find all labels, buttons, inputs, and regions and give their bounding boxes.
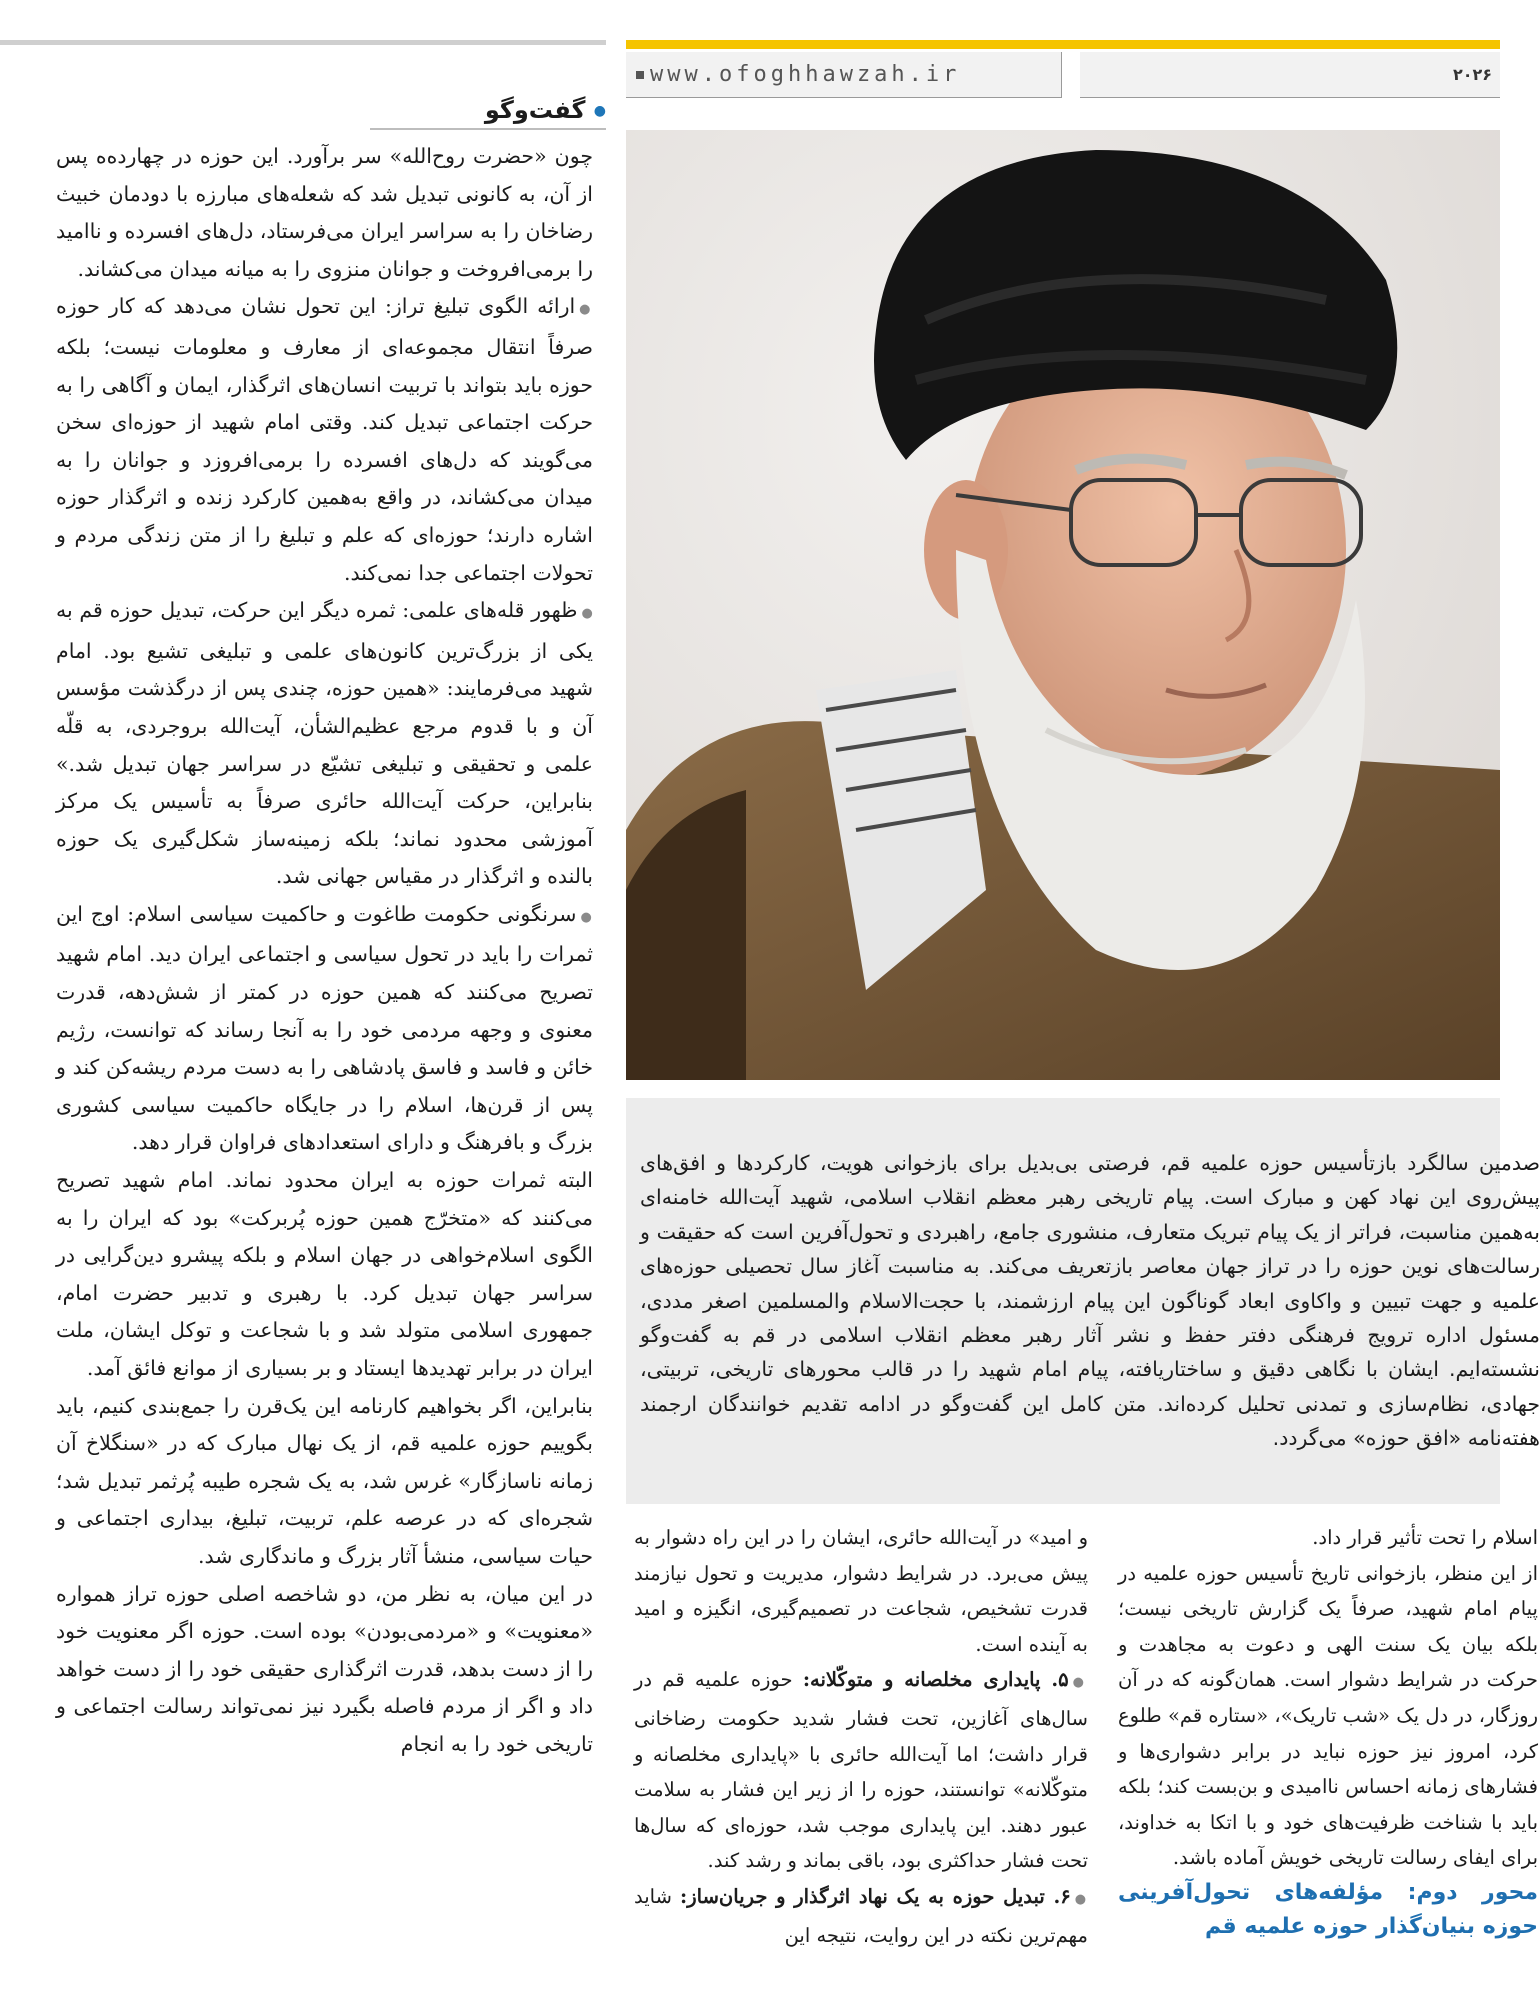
left-paragraph-5: البته ثمرات حوزه به ایران محدود نماند. امام شهید تصریح می‌کنند که «متخرّج همین حوزه پُربرکت» بود که ایران را به الگوی اسلام‌خواهی در جهان اسلام و بلکه پیشرو دین‌گرایی در سراسر جهان تبدیل کرد. با رهبری و تدبیر حضرت امام، جمهوری اسلامی متولد شد و با شجاعت و توکل ایشان، ملت ایران در برابر تهدیدها ایستاد و بر بسیاری از موانع فائق آمد.: [56, 1168, 593, 1380]
left-article-column: [56, 138, 593, 2016]
right-paragraph-1: اسلام را تحت تأثیر قرار داد.: [1312, 1526, 1538, 1549]
section-bullet-icon: ●: [593, 103, 606, 119]
bullet-icon: ●: [1074, 1891, 1088, 1907]
top-rule-right: [626, 40, 1500, 49]
section-header: [370, 92, 606, 130]
middle-paragraph-2-heading: ۵. پایداری مخلصانه و متوکّلانه:: [802, 1668, 1069, 1692]
left-paragraph-4: سرنگونی حکومت طاغوت و حاکمیت سیاسی اسلام: اوج این ثمرات را باید در تحول سیاسی و اجتماعی ایران دید. امام شهید تصریح می‌کنند که همین حوزه در کمتر از شش‌دهه، قدرت معنوی و وجهه مردمی خود را به آنجا رساند که توانست، رژیم خائن و فاسد و فاسق پادشاهی را به دست مردم ریشه‌کن کند و پس از قرن‌ها، اسلام را در جایگاه حاکمیت سیاسی کشوری بزرگ و بافرهنگ و دارای استعدادهای فراوان قرار دهد.: [56, 901, 593, 1155]
left-paragraph-1: چون «حضرت روح‌الله» سر برآورد. این حوزه در چهارده‌ه پس از آن، به کانونی تبدیل شد که شعله‌های مبارزه با دودمان خبیث رضاخان را به سراسر ایران می‌فرستاد، دل‌های افسرده و ناامید را برمی‌افروخت و جوانان منزوی را به میانه میدان می‌کشاند.: [56, 144, 593, 281]
right-paragraph-2: از این منظر، بازخوانی تاریخ تأسیس حوزه علمیه در پیام امام شهید، صرفاً یک گزارش تاریخی نیست؛ بلکه بیان یک سنت الهی و دعوت به مجاهدت و حرکت در شرایط دشوار است. همان‌گونه که در آن روزگار، در دل یک «شب تاریک»، «ستاره قم» طلوع کرد، امروز نیز حوزه نباید در برابر دشواری‌ها و فشارهای زمانه احساس ناامیدی و بن‌بست کند؛ بلکه باید با شناخت ظرفیت‌های خود و با اتکا به خداوند، برای ایفای رسالت تاریخی خویش آماده باشد.: [1118, 1561, 1538, 1870]
bullet-icon: ●: [579, 302, 593, 318]
site-url-box[interactable]: [626, 52, 1062, 98]
top-rule-left: [0, 40, 606, 45]
section-title: گفت‌وگو: [484, 96, 586, 124]
right-article-column: [1118, 1520, 1538, 2016]
middle-article-column: [634, 1520, 1088, 2016]
page-number-bar: [1080, 52, 1500, 98]
bullet-icon: ●: [1072, 1675, 1088, 1691]
left-paragraph-6: بنابراین، اگر بخواهیم کارنامه این یک‌قرن را جمع‌بندی کنیم، باید بگوییم حوزه علمیه قم، از یک نهال مبارک که در «سنگلاخ آن زمانه ناسازگار» غرس شد، به یک شجره طیبه پُرثمر تبدیل شد؛ شجره‌ای که در عرصه علم، تربیت، تبلیغ، بیداری اجتماعی و حیات سیاسی، منشأ آثار بزرگ و ماندگاری شد.: [56, 1393, 593, 1568]
square-bullet-icon: [636, 71, 644, 79]
left-paragraph-7: در این میان، به نظر من، دو شاخصه اصلی حوزه تراز همواره «معنویت» و «مردمی‌بودن» بوده است. حوزه اگر معنویت خود را از دست بدهد، قدرت اثرگذاری حقیقی خود را از دست خواهد داد و اگر از مردم فاصله بگیرد نیز نمی‌تواند رسالت اجتماعی و تاریخی خود را به انجام: [56, 1581, 593, 1756]
middle-paragraph-2: حوزه علمیه قم در سال‌های آغازین، تحت فشار شدید حکومت رضاخانی قرار داشت؛ اما آیت‌الله حائری با «پایداری مخلصانه و متوکّلانه» توانستند، حوزه را از زیر این فشار به سلامت عبور دهند. این پایداری موجب شد، حوزه‌ای که سال‌ها تحت فشار حداکثری بود، باقی بماند و رشد کند.: [634, 1668, 1088, 1873]
middle-paragraph-1: و امید» در آیت‌الله حائری، ایشان را در این راه دشوار به پیش می‌برد. در شرایط دشوار، مدیریت و تحول نیازمند قدرت تشخیص، شجاعت در تصمیم‌گیری، انگیزه و امید به آینده است.: [634, 1526, 1088, 1656]
site-url[interactable]: www.ofoghhawzah.ir: [650, 62, 961, 87]
portrait-illustration: [626, 130, 1500, 1080]
bullet-icon: ●: [580, 909, 593, 925]
intro-text: صدمین سالگرد بازتأسیس حوزه علمیه قم، فرصتی بی‌بدیل برای بازخوانی هویت، کارکردها و افق‌های پیش‌روی این نهاد کهن و مبارک است. پیام تاریخی رهبر معظم انقلاب اسلامی، شهید آیت‌الله خامنه‌ای به‌همین مناسبت، فراتر از یک پیام تبریک متعارف، منشوری جامع، راهبردی و تحول‌آفرین است که حقیقت و رسالت‌های نوین حوزه را در تراز جهان معاصر بازتعریف می‌کند. به مناسبت آغاز سال تحصیلی حوزه‌های علمیه و جهت تبیین و واکاوی ابعاد گوناگون این پیام ارزشمند، با حجت‌الاسلام والمسلمین اصغر مددی، مسئول اداره ترویج فرهنگی دفتر حفظ و نشر آثار رهبر معظم انقلاب اسلامی در قم به گفت‌وگو نشسته‌ایم. ایشان با نگاهی دقیق و ساختاریافته، پیام امام شهید را در قالب محورهای تاریخی، تربیتی، جهادی، نظام‌سازی و تمدنی تحلیل کرده‌اند. متن کامل این گفت‌وگو در ادامه تقدیم خوانندگان ارجمند هفته‌نامه «افق حوزه» می‌گردد.: [640, 1151, 1540, 1451]
bullet-icon: ●: [581, 606, 593, 622]
middle-paragraph-3-heading: ۶. تبدیل حوزه به یک نهاد اثرگذار و جریان‌ساز:: [680, 1884, 1071, 1908]
page-number: ۲۰۲۶: [1452, 65, 1492, 84]
left-paragraph-2: ارائه الگوی تبلیغ تراز: این تحول نشان می‌دهد که کار حوزه صرفاً انتقال مجموعه‌ای از معارف و معلومات نیست؛ بلکه حوزه باید بتواند با تربیت انسان‌های اثرگذار، ایمان و آگاهی را به حرکت اجتماعی تبدیل کند. وقتی امام شهید از حوزه‌ای سخن می‌گویند که دل‌های افسرده را برمی‌افروزد و جوانان را به میدان می‌کشاند، در واقع به‌همین کارکرد زنده و اثرگذار حوزه اشاره دارند؛ حوزه‌ای که علم و تبلیغ را از متن زندگی مردم و تحولات اجتماعی جدا نمی‌کند.: [56, 294, 593, 585]
portrait-photo: [626, 130, 1500, 1080]
left-paragraph-3: ظهور قله‌های علمی: ثمره دیگر این حرکت، تبدیل حوزه قم به یکی از بزرگ‌ترین کانون‌های علمی و تبلیغی تشیع بود. امام شهید می‌فرمایند: «همین حوزه، چندی پس از درگذشت مؤسس آن و با قدوم مرجع عظیم‌الشأن، آیت‌الله بروجردی، به قلّه علمی و تحقیقی و تبلیغی تشیّع در سراسر جهان تبدیل شد.» بنابراین، حرکت آیت‌الله حائری صرفاً به تأسیس یک مرکز آموزشی محدود نماند؛ بلکه زمینه‌ساز شکل‌گیری یک حوزه بالنده و اثرگذار در مقیاس جهانی شد.: [56, 598, 593, 889]
middle-paragraph-3: شاید مهم‌ترین نکته در این روایت، نتیجه این: [634, 1884, 1088, 1947]
section-subheading: محور دوم: مؤلفه‌های تحول‌آفرینی حوزه بنیان‌گذار حوزه علمیه قم: [1118, 1879, 1538, 1939]
